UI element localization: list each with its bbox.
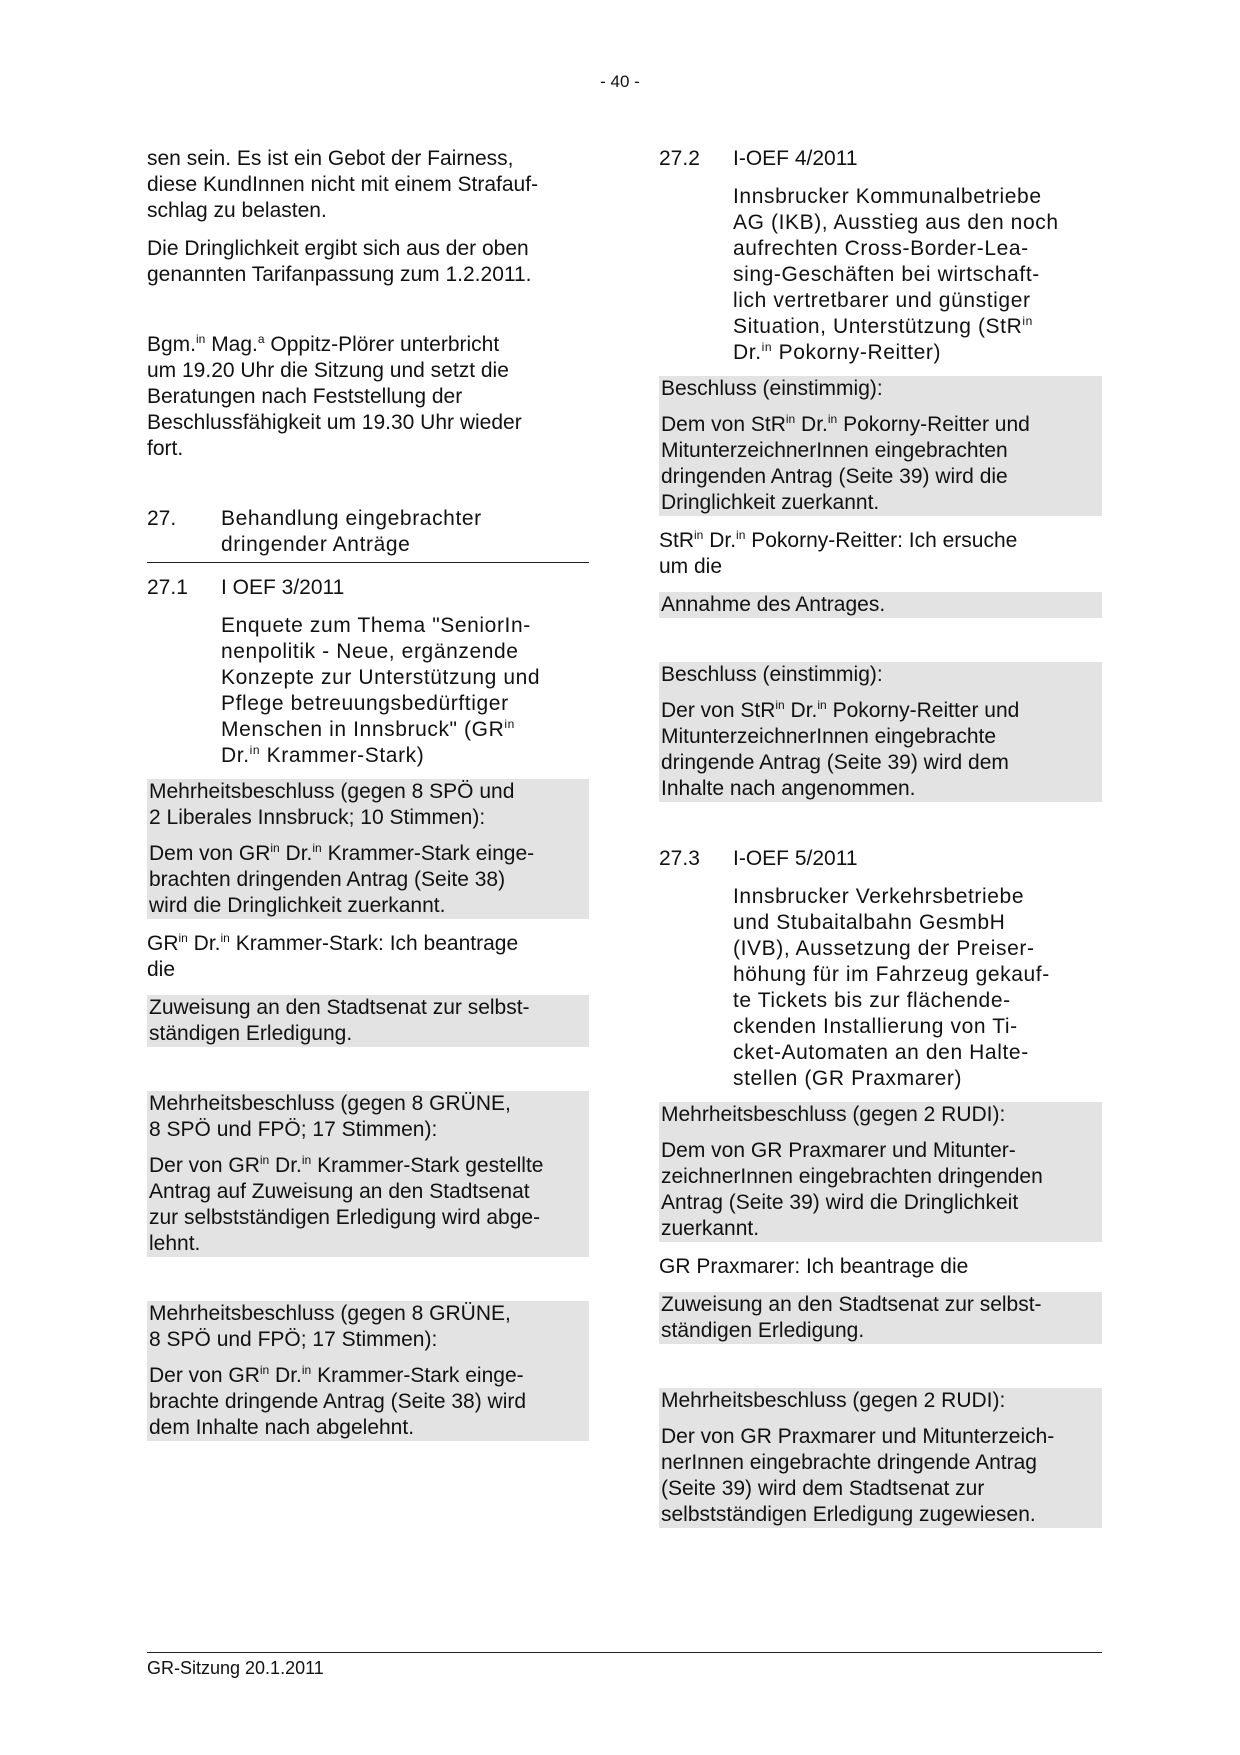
intro-paragraph: sen sein. Es ist ein Gebot der Fairness, diese KundInnen nicht mit einem Strafauf- schlag zu belasten.	[147, 147, 539, 222]
assignment-block: Zuweisung an den Stadtsenat zur selbst- ständigen Erledigung.	[147, 995, 589, 1047]
resolution-block-r3: Mehrheitsbeschluss (gegen 2 RUDI): Dem von GR Praxmarer und Mitunter- zeichnerInnen eingebrachten dringenden Antrag (Seite 39) wird die Dringlichkeit zuerkannt.	[659, 1102, 1102, 1242]
resolution-block-3: Mehrheitsbeschluss (gegen 8 GRÜNE, 8 SPÖ und FPÖ; 17 Stimmen): Der von $GR^{in}$ Dr.$^{in}$ Krammer-Stark einge- brachte dringende Antrag (Seite 38) wird dem Inhalte nach abgelehnt.	[147, 1301, 589, 1441]
item-27-3-title: Innsbrucker Verkehrsbetriebe und Stubaitalbahn GesmbH (IVB), Aussetzung der Preiser- höhung für im Fahrzeug gekauf- te Tickets bis zur flächende- ckenden Installierung von Ti- cket-Automaten an den Halte- stellen (GR Praxmarer)	[733, 885, 1050, 1090]
assignment-block-r: Zuweisung an den Stadtsenat zur selbst- ständigen Erledigung.	[659, 1292, 1102, 1344]
item-27-2: 27.2 I-OEF 4/2011 Innsbrucker Kommunalbetriebe AG (IKB), Ausstieg aus den noch aufrechten Cross-Border-Lea- sing-Geschäften bei wirtschaft- lich vertretbarer und günstiger Situation, Unterstützung (StR$^{in}$ Dr.$^{in}$ Pokorny-Reitter)	[659, 146, 1102, 366]
item-27-3: 27.3 I-OEF 5/2011 Innsbrucker Verkehrsbetriebe und Stubaitalbahn GesmbH (IVB), Aussetzung der Preiser- höhung für im Fahrzeug gekauf- te Tickets bis zur flächende- ckenden Installierung von Ti- cket-Automaten an den Halte- stellen (GR Praxmarer)	[659, 846, 1102, 1092]
gr-praxmarer-request: GR Praxmarer: Ich beantrage die	[659, 1255, 969, 1278]
section-27-heading: 27. Behandlung eingebrachter dringender Anträge	[147, 506, 589, 563]
gr-request-paragraph: $GR^{in}$ Dr.$^{in}$ Krammer-Stark: Ich beantrage die	[147, 931, 519, 981]
page-number: - 40 -	[600, 72, 640, 91]
item-27-1: 27.1 I OEF 3/2011 Enquete zum Thema "SeniorIn- nenpolitik - Neue, ergänzende Konzepte zur Unterstützung und Pflege betreuungsbedürftiger Menschen in Innsbruck" ($GR^{in}$ Dr.$^{in}$ Krammer-Stark)	[147, 575, 589, 769]
acceptance-block: Annahme des Antrages.	[659, 592, 1102, 618]
footer-divider	[147, 1652, 1102, 1653]
resolution-block-r4: Mehrheitsbeschluss (gegen 2 RUDI): Der von GR Praxmarer und Mitunterzeich- nerInnen eingebrachte dringende Antrag (Seite 39) wird dem Stadtsenat zur selbstständigen Erledigung zugewiesen.	[659, 1388, 1102, 1528]
resolution-block-r2: Beschluss (einstimmig): Der von StR$^{in}$ Dr.$^{in}$ Pokorny-Reitter und MitunterzeichnerInnen eingebrachte dringende Antrag (Seite 39) wird dem Inhalte nach angenommen.	[659, 662, 1102, 802]
str-request-paragraph: StR$^{in}$ Dr.$^{in}$ Pokorny-Reitter: Ich ersuche um die	[659, 528, 1018, 578]
right-column	[659, 146, 1102, 1528]
urgency-paragraph: Die Dringlichkeit ergibt sich aus der oben genannten Tarifanpassung zum 1.2.2011.	[147, 237, 532, 286]
resolution-block-1: Mehrheitsbeschluss (gegen 8 SPÖ und 2 Liberales Innsbruck; 10 Stimmen): Dem von $GR^{in}$ Dr.$^{in}$ Krammer-Stark einge- brachten dringenden Antrag (Seite 38) wird die Dringlichkeit zuerkannt.	[147, 779, 589, 919]
item-27-1-title: Enquete zum Thema "SeniorIn- nenpolitik - Neue, ergänzende Konzepte zur Unterstützung und Pflege betreuungsbedürftiger Menschen in Innsbruck" ($GR^{in}$ Dr.$^{in}$ Krammer-Stark)	[221, 614, 541, 767]
resolution-block-2: Mehrheitsbeschluss (gegen 8 GRÜNE, 8 SPÖ und FPÖ; 17 Stimmen): Der von $GR^{in}$ Dr.$^{in}$ Krammer-Stark gestellte Antrag auf Zuweisung an den Stadtsenat zur selbstständigen Erledigung wird abge- lehnt.	[147, 1091, 589, 1257]
mayor-interruption-paragraph: Bgm.$^{in}$ Mag.$^a$ Oppitz-Plörer unterbricht um 19.20 Uhr die Sitzung und setzt die Beratungen nach Feststellung der Beschlussfähigkeit um 19.30 Uhr wieder fort.	[147, 332, 522, 460]
item-27-2-title: Innsbrucker Kommunalbetriebe AG (IKB), Ausstieg aus den noch aufrechten Cross-Border-Lea- sing-Geschäften bei wirtschaft- lich vertretbarer und günstiger Situation, Unterstützung (StR$^{in}$ Dr.$^{in}$ Pokorny-Reitter)	[733, 185, 1059, 364]
footer-text: GR-Sitzung 20.1.2011	[147, 1658, 324, 1678]
resolution-block-r1: Beschluss (einstimmig): Dem von StR$^{in}$ Dr.$^{in}$ Pokorny-Reitter und MitunterzeichnerInnen eingebrachten dringenden Antrag (Seite 39) wird die Dringlichkeit zuerkannt.	[659, 376, 1102, 516]
left-column	[147, 146, 589, 1441]
